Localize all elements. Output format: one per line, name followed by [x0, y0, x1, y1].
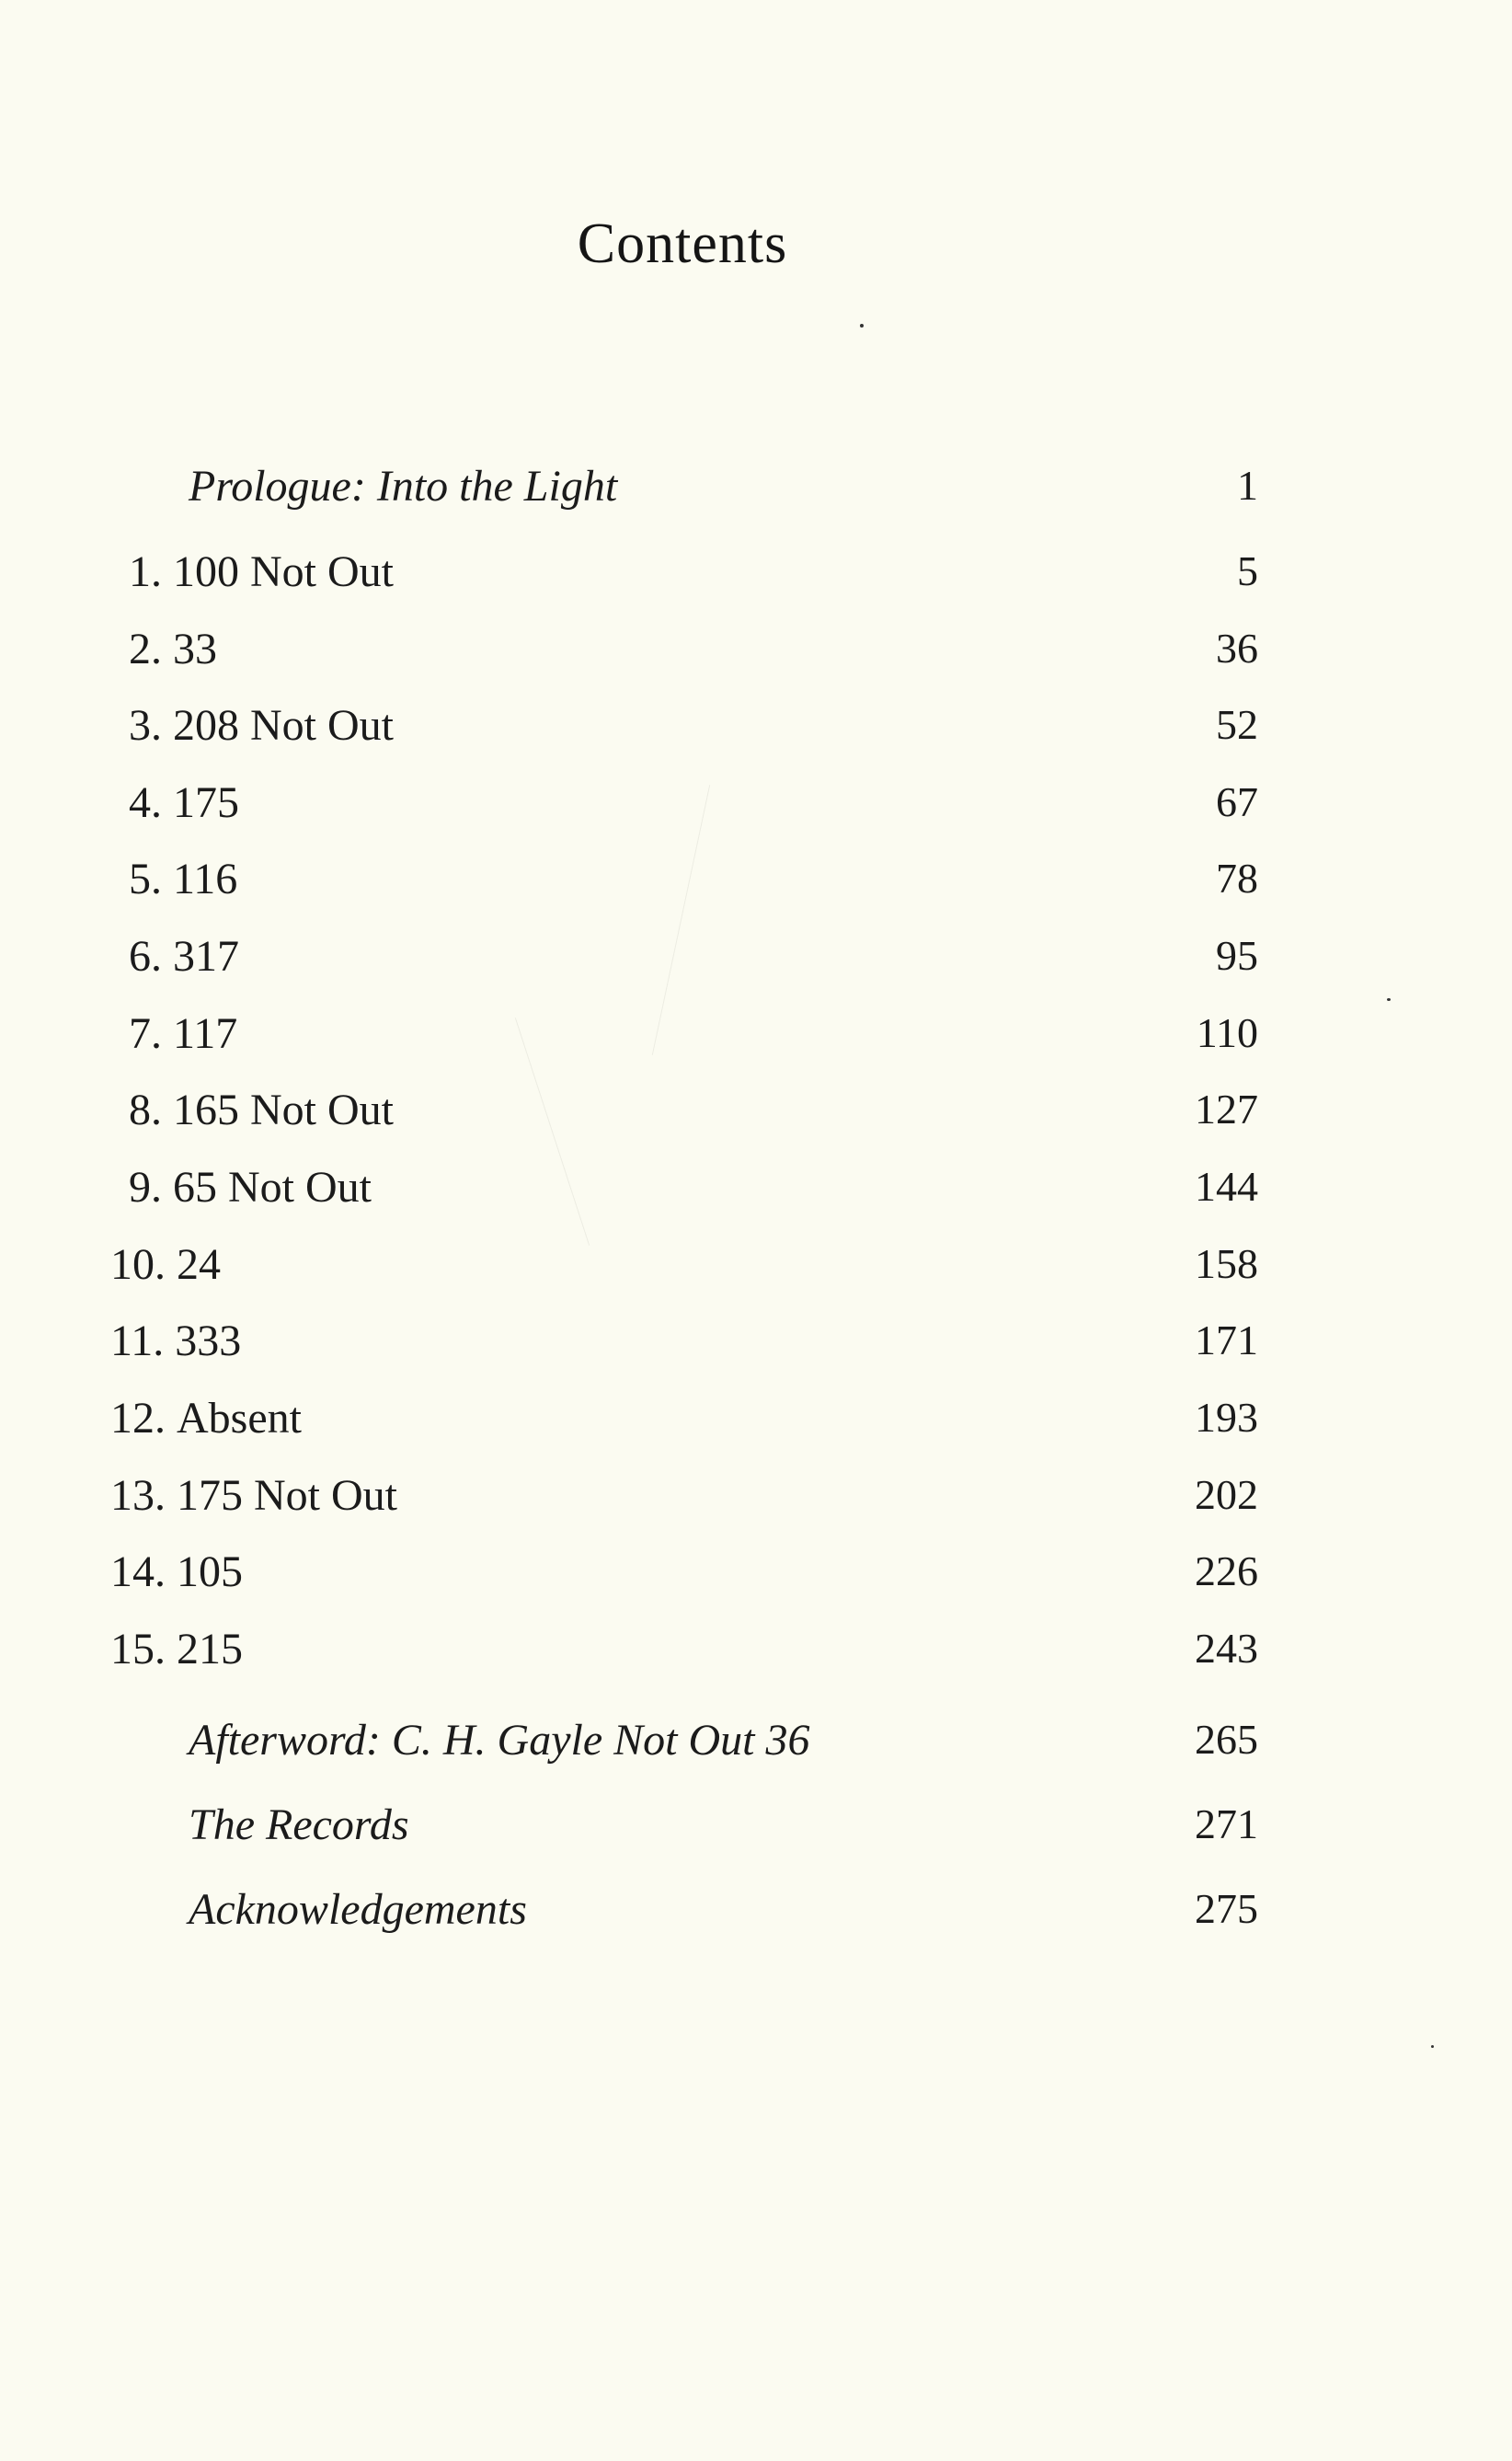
chapter-number: 8.: [129, 1086, 162, 1134]
entry-label: Afterword: C. H. Gayle Not Out 36: [189, 1716, 810, 1765]
toc-entry-chapter-6: [0, 932, 1512, 999]
entry-label: [110, 1547, 243, 1596]
entry-page-number: 52: [1216, 701, 1258, 748]
entry-page-number: 265: [1195, 1716, 1258, 1763]
toc-entry-chapter-5: [0, 857, 1512, 922]
entry-page-number: 144: [1195, 1163, 1258, 1210]
toc-entry-chapter-9: [0, 1163, 1512, 1230]
ink-speck: [860, 324, 864, 328]
entry-page-number: 95: [1216, 932, 1258, 979]
chapter-number: 12.: [110, 1394, 166, 1443]
toc-entry-afterword: [0, 1716, 1512, 1783]
toc-entry-records: [0, 1800, 1512, 1868]
chapter-title: 175: [173, 778, 239, 827]
toc-entry-chapter-10: [0, 1240, 1512, 1307]
entry-label: [110, 1471, 397, 1520]
entry-page-number: 36: [1216, 625, 1258, 672]
toc-entry-chapter-1: [0, 547, 1512, 615]
entry-page-number: 202: [1195, 1471, 1258, 1518]
chapter-number: 6.: [129, 932, 162, 981]
entry-page-number: 5: [1237, 547, 1258, 594]
chapter-title: 333: [175, 1317, 242, 1365]
entry-page-number: 67: [1216, 778, 1258, 825]
entry-label: [110, 1627, 243, 1672]
chapter-number: 3.: [129, 701, 162, 750]
chapter-title: 165 Not Out: [173, 1086, 394, 1134]
entry-page-number: 226: [1195, 1547, 1258, 1594]
entry-page-number: 110: [1196, 1009, 1258, 1056]
chapter-title: 24: [177, 1240, 221, 1289]
entry-label: [110, 1394, 302, 1443]
chapter-number: 2.: [129, 625, 162, 673]
chapter-title: 65 Not Out: [173, 1163, 372, 1212]
toc-entry-acknowledgements: [0, 1885, 1512, 1952]
entry-label: [129, 857, 237, 902]
entry-label: [129, 701, 394, 750]
entry-label: [129, 1088, 394, 1133]
chapter-title: 100 Not Out: [173, 547, 394, 596]
chapter-title: 215: [177, 1625, 243, 1673]
entry-page-number: 127: [1195, 1086, 1258, 1133]
chapter-number: 7.: [129, 1009, 162, 1058]
toc-entry-chapter-7: [0, 1009, 1512, 1076]
entry-label: [129, 778, 239, 827]
chapter-title: 317: [173, 932, 239, 981]
chapter-title: 116: [173, 855, 238, 903]
toc-entry-chapter-14: [0, 1547, 1512, 1615]
toc-entry-chapter-3: [0, 701, 1512, 768]
chapter-title: 33: [173, 625, 217, 673]
chapter-number: 15.: [110, 1625, 166, 1673]
toc-entry-chapter-2: [0, 627, 1512, 692]
toc-entry-prologue: [0, 462, 1512, 529]
chapter-title: 117: [173, 1009, 238, 1058]
page-title: Contents: [577, 213, 788, 275]
entry-page-number: 275: [1195, 1885, 1258, 1932]
chapter-title: Absent: [177, 1394, 302, 1443]
entry-page-number: 78: [1216, 855, 1258, 902]
chapter-title: 175 Not Out: [177, 1471, 397, 1520]
chapter-title: 105: [177, 1547, 243, 1596]
toc-entry-chapter-4: [0, 778, 1512, 845]
entry-page-number: 271: [1195, 1800, 1258, 1847]
toc-entry-chapter-15: [0, 1627, 1512, 1692]
entry-label: [129, 932, 239, 981]
entry-page-number: 193: [1195, 1394, 1258, 1441]
toc-entry-chapter-8: [0, 1088, 1512, 1153]
entry-label: The Records: [189, 1800, 409, 1849]
chapter-number: 11.: [110, 1317, 165, 1365]
entry-label: Prologue: Into the Light: [189, 462, 618, 511]
entry-label: [110, 1319, 241, 1363]
entry-label: [129, 1163, 372, 1212]
chapter-number: 5.: [129, 855, 162, 903]
chapter-number: 13.: [110, 1471, 166, 1520]
chapter-number: 9.: [129, 1163, 162, 1212]
entry-label: Acknowledgements: [189, 1885, 527, 1934]
entry-page-number: 158: [1195, 1240, 1258, 1287]
chapter-number: 4.: [129, 778, 162, 827]
toc-entry-chapter-11: [0, 1319, 1512, 1384]
chapter-number: 14.: [110, 1547, 166, 1596]
ink-speck: [1431, 2045, 1434, 2048]
entry-page-number: 171: [1195, 1317, 1258, 1363]
entry-page-number: 1: [1237, 462, 1258, 509]
toc-entry-chapter-13: [0, 1471, 1512, 1538]
entry-label: [129, 627, 217, 672]
toc-entry-chapter-12: [0, 1394, 1512, 1461]
chapter-number: 1.: [129, 547, 162, 596]
entry-label: [110, 1240, 221, 1289]
entry-label: [129, 547, 394, 596]
chapter-title: 208 Not Out: [173, 701, 394, 750]
entry-page-number: 243: [1195, 1625, 1258, 1672]
entry-label: [129, 1009, 238, 1058]
chapter-number: 10.: [110, 1240, 166, 1289]
